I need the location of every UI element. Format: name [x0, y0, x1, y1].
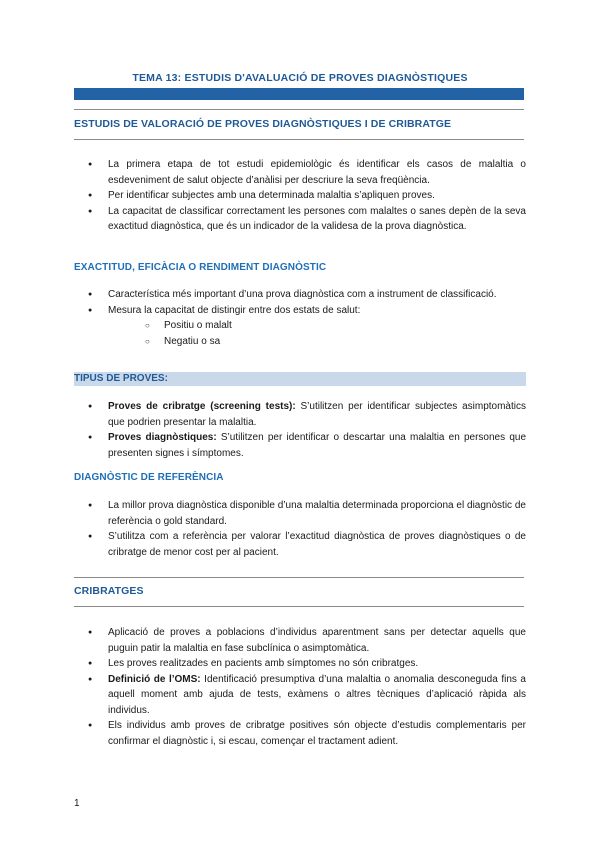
list-item: ● Aplicació de proves a poblacions d’individus aparentment sans per detectar aquells que puguin patir la malaltia en fase subclínica o asimptomàtica. — [74, 625, 526, 656]
bullet-list-cribratges — [74, 625, 526, 749]
term-label: Proves diagnòstiques: — [108, 432, 217, 443]
section-heading-tipus: TIPUS DE PROVES: — [74, 372, 526, 386]
page-number: 1 — [74, 798, 80, 809]
list-item: ● La capacitat de classificar correctament les persones com malaltes o sanes depèn de la seva exactitud diagnòstica, que és un indicador de la validesa de la prova diagnòstica. — [74, 204, 526, 235]
divider — [74, 139, 524, 140]
list-item — [74, 672, 526, 719]
sub-list — [108, 318, 526, 349]
list-item: ● Característica més important d’una prova diagnòstica com a instrument de classificació. — [74, 287, 526, 303]
list-item: ● La millor prova diagnòstica disponible d’una malaltia determinada proporciona el diagnòstic de referència o gold standard. — [74, 498, 526, 529]
term-label: Proves de cribratge (screening tests): — [108, 401, 296, 412]
list-item — [74, 303, 526, 350]
section-heading-diagnostic: DIAGNÒSTIC DE REFERÈNCIA — [74, 472, 224, 483]
list-item: ● La primera etapa de tot estudi epidemiològic és identificar els casos de malaltia o esdeveniment de salut objecte d’anàlisi per descriure la seva freqüència. — [74, 157, 526, 188]
term-description: Identificació presumptiva d’una malaltia o anomalia desconeguda fins a aquell moment amb ajuda de tests, exàmens o altres tècniques d’aplicació ràpida als individus. — [108, 673, 526, 716]
term-label: Definició de l’OMS: — [108, 673, 201, 685]
divider — [74, 577, 524, 578]
list-item — [74, 430, 526, 461]
term-description: S’utilitzen per identificar o descartar una malaltia en persones que presenten signes i símptomes. — [108, 432, 526, 459]
sub-list-item: ○ Positiu o malalt — [108, 318, 526, 334]
divider — [74, 109, 524, 110]
divider — [74, 606, 524, 607]
list-item: ● S’utilitza com a referència per valorar l’exactitud diagnòstica de proves diagnòstiques o de cribratge de menor cost per al pacient. — [74, 529, 526, 560]
bullet-list-exactitud — [74, 287, 526, 349]
section-heading-cribratges: CRIBRATGES — [74, 585, 144, 597]
bullet-list-tipus — [74, 399, 526, 461]
list-item: ● Per identificar subjectes amb una determinada malaltia s’apliquen proves. — [74, 188, 526, 204]
term-description: S’utilitzen per identificar subjectes asimptomàtics que podrien presentar la malaltia. — [108, 401, 526, 428]
section-heading-valoracio: ESTUDIS DE VALORACIÓ DE PROVES DIAGNÒSTIQUES I DE CRIBRATGE — [74, 118, 452, 130]
document-title: TEMA 13: ESTUDIS D'AVALUACIÓ DE PROVES DIAGNÒSTIQUES — [132, 72, 468, 84]
bullet-list-valoracio — [74, 157, 526, 235]
list-item: ● Els individus amb proves de cribratge positives són objecte d’estudis complementaris per confirmar el diagnòstic i, si escau, començar el tractament adient. — [74, 718, 526, 749]
list-item: ● Les proves realitzades en pacients amb símptomes no són cribratges. — [74, 656, 526, 672]
list-item — [74, 399, 526, 430]
section-heading-exactitud: EXACTITUD, EFICÀCIA O RENDIMENT DIAGNÒSTIC — [74, 262, 327, 273]
list-item-text: Mesura la capacitat de distingir entre dos estats de salut: — [108, 304, 361, 316]
title-bar — [74, 88, 524, 100]
bullet-list-diagnostic — [74, 498, 526, 560]
sub-list-item: ○ Negatiu o sa — [108, 334, 526, 350]
